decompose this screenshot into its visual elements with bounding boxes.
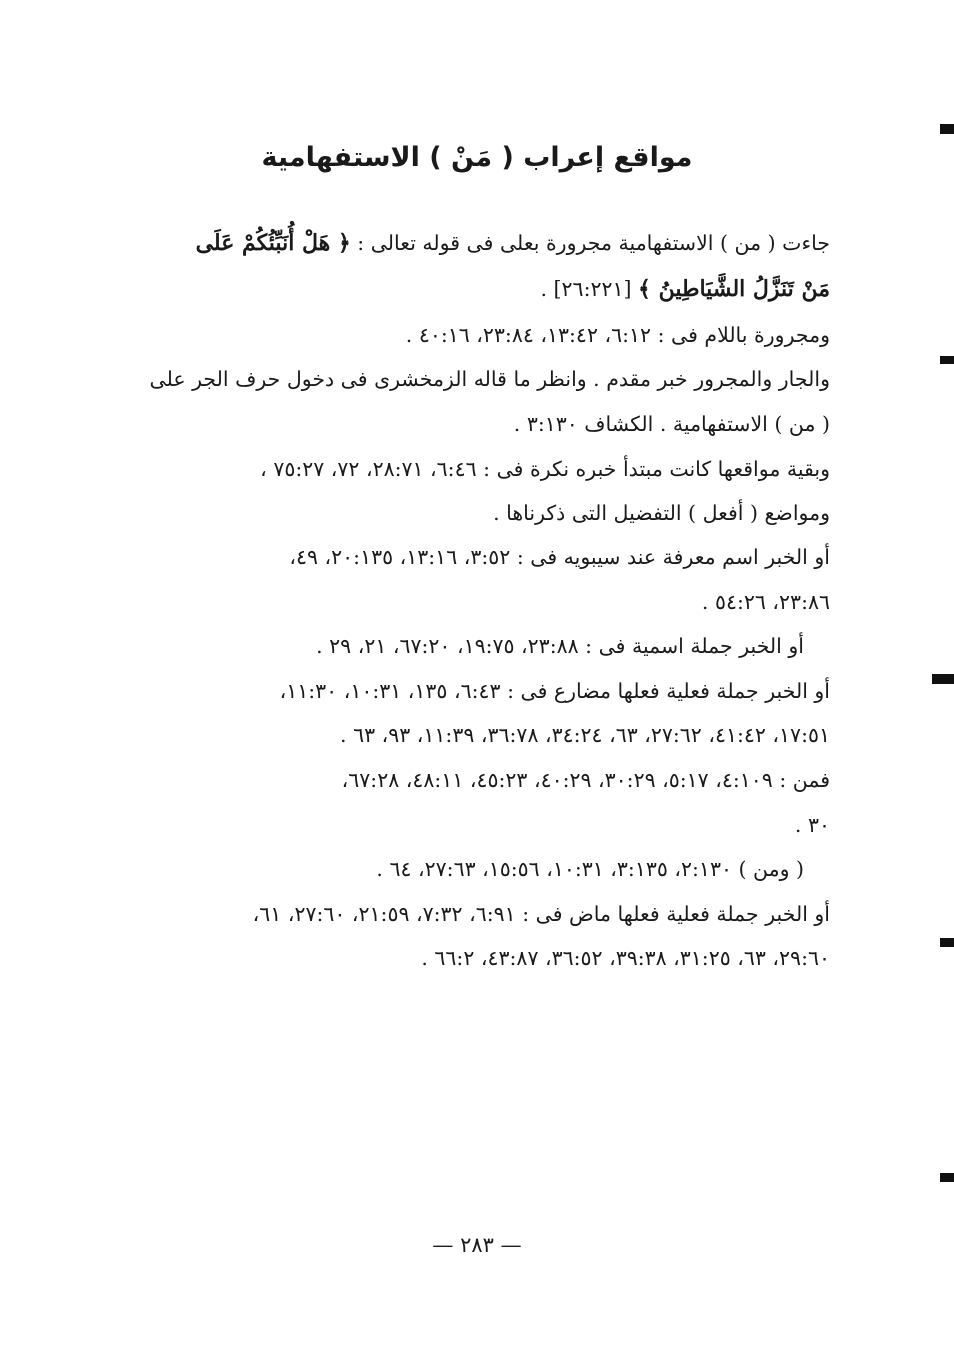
- text-line-10: أو الخبر جملة اسمية فى : ٢٣:٨٨، ١٩:٧٥، ٦٧:٢٠، ٢١، ٢٩ .: [316, 634, 804, 658]
- text-line-16: أو الخبر جملة فعلية فعلها ماض فى : ٦:٩١، ٧:٣٢، ٢١:٥٩، ٢٧:٦٠، ٦١،: [252, 902, 830, 926]
- text-line-2: [541, 272, 830, 306]
- scan-margin-mark: [940, 356, 954, 364]
- text-line-12: ١٧:٥١، ٤١:٤٢، ٢٧:٦٢، ٦٣، ٣٤:٢٤، ٣٦:٧٨، ١١:٣٩، ٩٣، ٦٣ .: [340, 723, 830, 747]
- text-line-1: [110, 226, 830, 260]
- text-line-17: ٢٩:٦٠، ٦٣، ٣١:٢٥، ٣٩:٣٨، ٣٦:٥٢، ٤٣:٨٧، ٦٦:٢ .: [421, 946, 830, 970]
- verse-reference: [٢٦:٢٢١] .: [540, 277, 639, 301]
- page-title: مواقع إعراب ( مَنْ ) الاستفهامية: [261, 142, 693, 173]
- text-line-14: ٣٠ .: [794, 813, 830, 837]
- text-line-6: وبقية مواقعها كانت مبتدأ خبره نكرة فى : ٦:٤٦، ٢٨:٧١، ٧٢، ٧٥:٢٧ ،: [260, 457, 830, 481]
- scan-margin-mark: [932, 674, 954, 684]
- text-line-1-prefix: جاءت ( من ) الاستفهامية مجرورة بعلى فى قوله تعالى :: [350, 231, 830, 255]
- text-line-7: ومواضع ( أفعل ) التفضيل التى ذكرناها .: [493, 501, 830, 525]
- text-line-5: ( من ) الاستفهامية . الكشاف ٣:١٣٠ .: [513, 412, 830, 436]
- quran-verse-end: مَنْ تَنَزَّلُ الشَّيَاطِينُ ﴾: [638, 276, 830, 302]
- page-number: — ٢٨٣ —: [432, 1233, 522, 1257]
- text-line-15: ( ومن ) ٢:١٣٠، ٣:١٣٥، ١٠:٣١، ١٥:٥٦، ٢٧:٦٣، ٦٤ .: [376, 857, 804, 881]
- scan-margin-mark: [940, 938, 954, 947]
- scan-margin-mark: [940, 124, 954, 134]
- text-line-4: والجار والمجرور خبر مقدم . وانظر ما قاله الزمخشرى فى دخول حرف الجر على: [149, 367, 830, 391]
- quran-verse-start: ﴿ هَلْ أُنَبِّئُكُمْ عَلَى: [195, 230, 351, 256]
- text-line-3: ومجرورة باللام فى : ٦:١٢، ١٣:٤٢، ٢٣:٨٤، ٤٠:١٦ .: [405, 323, 830, 347]
- text-line-9: ٢٣:٨٦، ٥٤:٢٦ .: [701, 590, 830, 614]
- text-line-11: أو الخبر جملة فعلية فعلها مضارع فى : ٦:٤٣، ١٣٥، ١٠:٣١، ١١:٣٠،: [279, 679, 830, 703]
- text-line-8: أو الخبر اسم معرفة عند سيبويه فى : ٣:٥٢، ١٣:١٦، ٢٠:١٣٥، ٤٩،: [289, 545, 830, 569]
- text-line-13: فمن : ٤:١٠٩، ٥:١٧، ٣٠:٢٩، ٤٠:٢٩، ٤٥:٢٣، ٤٨:١١، ٦٧:٢٨،: [341, 768, 830, 792]
- scan-margin-mark: [940, 1173, 954, 1182]
